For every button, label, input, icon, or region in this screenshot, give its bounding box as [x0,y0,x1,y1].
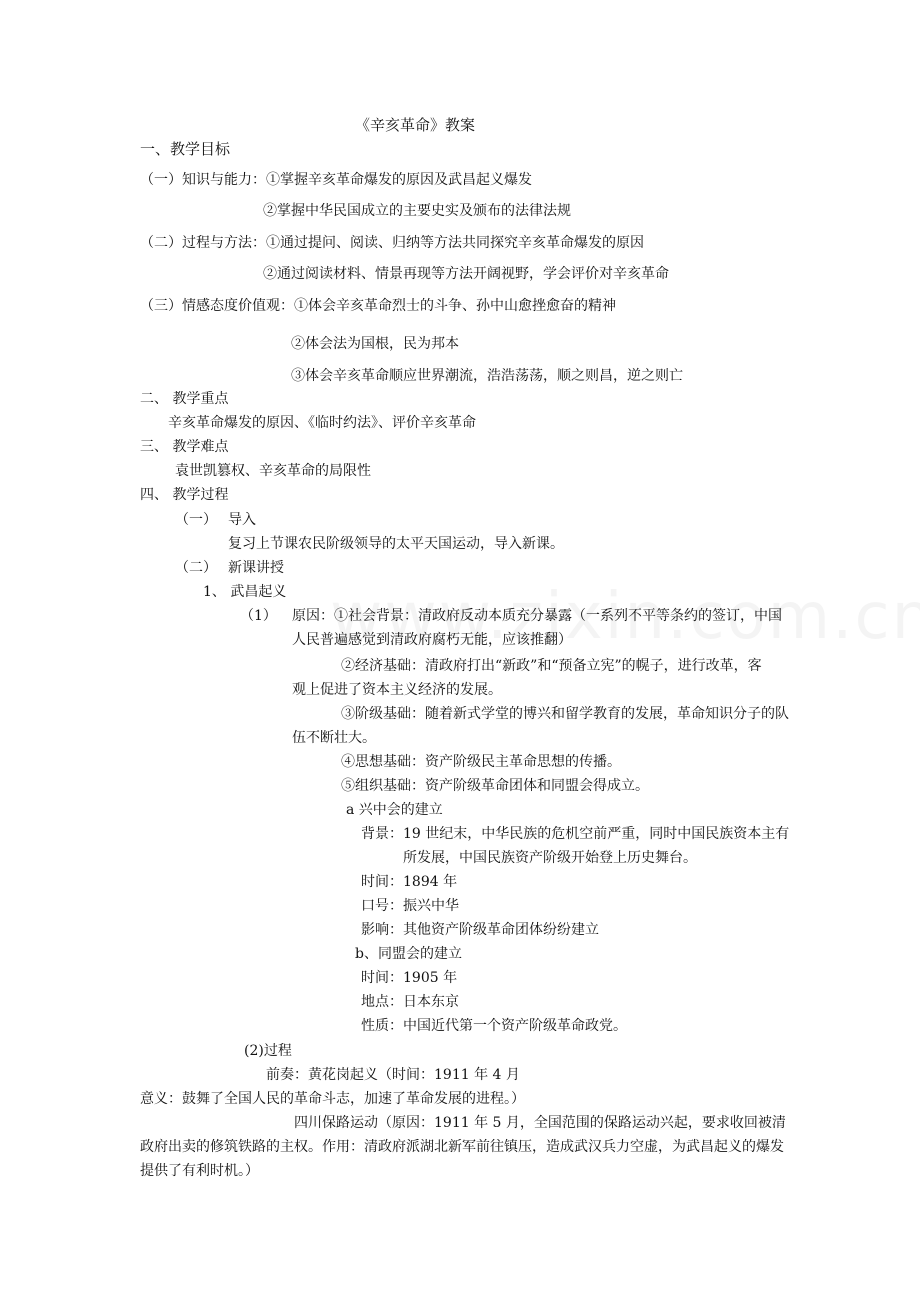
goal-emotion-3: ③体会辛亥革命顺应世界潮流，浩浩荡荡，顺之则昌，逆之则亡 [291,368,683,384]
goal-process-1: （二）过程与方法：①通过提问、阅读、归纳等方法共同探究辛亥革命爆发的原因 [140,235,644,251]
part-1-label: （一） [175,512,217,528]
class-basis-1: ③阶级基础：随着新式学堂的博兴和留学教育的发展，革命知识分子的队 [341,706,789,722]
xingzhonghui-time: 时间：1894 年 [361,874,458,890]
xingzhonghui-background-1: 背景：19 世纪末，中华民族的危机空前严重，同时中国民族资本主有 [361,826,790,842]
difficult-points: 袁世凯篡权、辛亥革命的局限性 [175,463,371,479]
prelude-meaning: 意义：鼓舞了全国人民的革命斗志，加速了革命发展的进程。） [140,1091,525,1107]
xingzhonghui-title: a 兴中会的建立 [346,802,443,818]
xingzhonghui-slogan: 口号：振兴中华 [361,898,459,914]
key-points: 辛亥革命爆发的原因、《临时约法》、评价辛亥革命 [168,415,476,431]
economic-basis-2: 观上促进了资本主义经济的发展。 [292,682,502,698]
part-1-title: 导入 [228,512,256,528]
part-2-label: （二） [175,560,217,576]
railway-movement-1: 四川保路运动（原因：1911 年 5 月，全国范围的保路运动兴起，要求收回被清 [294,1115,786,1131]
xingzhonghui-impact: 影响：其他资产阶级革命团体纷纷建立 [361,922,599,938]
xingzhonghui-background-2: 所发展，中国民族资产阶级开始登上历史舞台。 [403,850,697,866]
section-1-heading: 一、教学目标 [140,140,231,158]
class-basis-2: 伍不断壮大。 [292,730,376,746]
part-2-title: 新课讲授 [228,560,284,576]
railway-movement-2: 政府出卖的修筑铁路的主权。作用：清政府派湖北新军前往镇压，造成武汉兵力空虚，为武昌起义的爆发 [140,1139,784,1155]
section-2-heading: 二、 教学重点 [140,391,229,407]
goal-process-2: ②通过阅读材料、情景再现等方法开阔视野，学会评价对辛亥革命 [263,266,669,282]
tongmenghui-nature: 性质：中国近代第一个资产阶级革命政党。 [361,1018,627,1034]
cause-line-2: 人民普遍感觉到清政府腐朽无能，应该推翻） [292,632,572,648]
part-1-text: 复习上节课农民阶级领导的太平天国运动，导入新课。 [228,536,564,552]
section-3-heading: 三、 教学难点 [140,439,229,455]
tongmenghui-place: 地点：日本东京 [361,994,459,1010]
economic-basis-1: ②经济基础：清政府打出“新政”和“预备立宪”的幌子，进行改革，客 [341,658,762,674]
goal-emotion-2: ②体会法为国根，民为邦本 [291,336,459,352]
section-4-heading: 四、 教学过程 [140,487,229,503]
prelude-huanghuagang: 前奏：黄花岗起义（时间：1911 年 4 月 [266,1067,520,1083]
organization-basis: ⑤组织基础：资产阶级革命团体和同盟会得成立。 [341,778,649,794]
railway-movement-3: 提供了有利时机。） [140,1163,259,1179]
cause-label: （1） [240,608,277,624]
goal-knowledge-2: ②掌握中华民国成立的主要史实及颁布的法律法规 [263,203,571,219]
item-wuchang: 1、 武昌起义 [203,584,287,600]
goal-emotion-1: （三）情感态度价值观：①体会辛亥革命烈士的斗争、孙中山愈挫愈奋的精神 [140,298,616,314]
document-title: 《辛亥革命》教案 [355,116,476,134]
thought-basis: ④思想基础：资产阶级民主革命思想的传播。 [341,754,621,770]
cause-line-1: 原因：①社会背景：清政府反动本质充分暴露（一系列不平等条约的签订，中国 [292,608,782,624]
tongmenghui-title: b、同盟会的建立 [355,946,462,962]
goal-knowledge-1: （一）知识与能力：①掌握辛亥革命爆发的原因及武昌起义爆发 [140,172,532,188]
tongmenghui-time: 时间：1905 年 [361,970,458,986]
process-heading: (2)过程 [244,1043,292,1059]
